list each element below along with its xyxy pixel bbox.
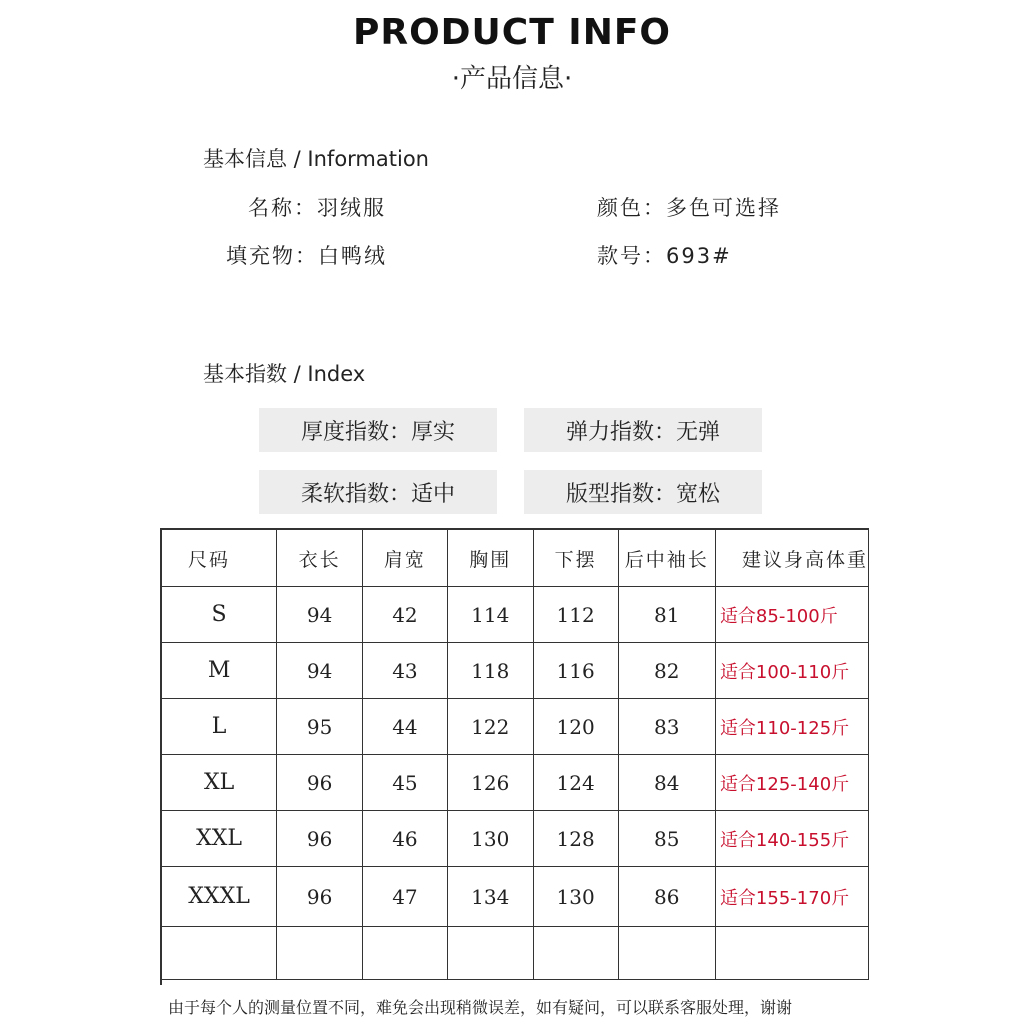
table-row bbox=[162, 755, 869, 811]
table-row bbox=[162, 811, 869, 867]
cell-sleeve: 83 bbox=[618, 699, 715, 755]
cell-hem: 112 bbox=[533, 587, 618, 643]
header-size: 尺码 bbox=[162, 530, 277, 587]
table-row bbox=[162, 643, 869, 699]
cell-chest: 118 bbox=[447, 643, 533, 699]
product-filling: 填充物：白鸭绒 bbox=[226, 244, 387, 268]
header-length: 衣长 bbox=[277, 530, 363, 587]
cell-chest: 130 bbox=[447, 811, 533, 867]
table-row bbox=[162, 587, 869, 643]
cell-sleeve: 84 bbox=[618, 755, 715, 811]
cell-hem: 120 bbox=[533, 699, 618, 755]
header-shoulder: 肩宽 bbox=[362, 530, 447, 587]
cell-recommend: 适合140-155斤 bbox=[715, 811, 868, 867]
table-row-empty bbox=[162, 927, 869, 980]
index-heading: 基本指数 / Index bbox=[203, 362, 366, 386]
page-title: PRODUCT INFO bbox=[352, 12, 672, 53]
size-table-grid bbox=[162, 530, 869, 980]
cell-sleeve: 81 bbox=[618, 587, 715, 643]
table-row bbox=[162, 699, 869, 755]
cell-hem: 116 bbox=[533, 643, 618, 699]
cell-recommend: 适合85-100斤 bbox=[715, 587, 868, 643]
cell-chest: 126 bbox=[447, 755, 533, 811]
header-hem: 下摆 bbox=[533, 530, 618, 587]
information-heading: 基本信息 / Information bbox=[203, 147, 429, 171]
cell-size: XL bbox=[162, 755, 277, 811]
size-table bbox=[160, 528, 869, 985]
cell-length: 94 bbox=[277, 587, 363, 643]
cell-chest: 134 bbox=[447, 867, 533, 927]
cell-shoulder: 44 bbox=[362, 699, 447, 755]
header-chest: 胸围 bbox=[447, 530, 533, 587]
footnote: 由于每个人的测量位置不同，难免会出现稍微误差，如有疑问，可以联系客服处理，谢谢 bbox=[168, 998, 793, 1017]
cell-length: 96 bbox=[277, 811, 363, 867]
cell-shoulder: 45 bbox=[362, 755, 447, 811]
cell-hem: 124 bbox=[533, 755, 618, 811]
cell-size: M bbox=[162, 643, 277, 699]
page-subtitle: ·产品信息· bbox=[451, 64, 573, 94]
cell-size: XXXL bbox=[162, 867, 277, 927]
softness-index: 柔软指数：适中 bbox=[259, 470, 497, 514]
cell-sleeve: 85 bbox=[618, 811, 715, 867]
cell-length: 96 bbox=[277, 755, 363, 811]
cell-length: 95 bbox=[277, 699, 363, 755]
thickness-index: 厚度指数：厚实 bbox=[259, 408, 497, 452]
cell-shoulder: 42 bbox=[362, 587, 447, 643]
cell-chest: 114 bbox=[447, 587, 533, 643]
cell-recommend: 适合110-125斤 bbox=[715, 699, 868, 755]
cell-size: S bbox=[162, 587, 277, 643]
cell-hem: 130 bbox=[533, 867, 618, 927]
elasticity-index: 弹力指数：无弹 bbox=[524, 408, 762, 452]
cell-hem: 128 bbox=[533, 811, 618, 867]
cell-shoulder: 46 bbox=[362, 811, 447, 867]
cell-shoulder: 43 bbox=[362, 643, 447, 699]
cell-sleeve: 86 bbox=[618, 867, 715, 927]
cell-length: 96 bbox=[277, 867, 363, 927]
cell-recommend: 适合100-110斤 bbox=[715, 643, 868, 699]
cell-size: XXL bbox=[162, 811, 277, 867]
cell-shoulder: 47 bbox=[362, 867, 447, 927]
table-row bbox=[162, 867, 869, 927]
cell-length: 94 bbox=[277, 643, 363, 699]
fit-index: 版型指数：宽松 bbox=[524, 470, 762, 514]
cell-recommend: 适合155-170斤 bbox=[715, 867, 868, 927]
table-header-row bbox=[162, 530, 869, 587]
product-color: 颜色：多色可选择 bbox=[597, 196, 781, 220]
product-name: 名称：羽绒服 bbox=[248, 196, 386, 220]
product-model: 款号：693# bbox=[597, 244, 732, 268]
cell-chest: 122 bbox=[447, 699, 533, 755]
cell-recommend: 适合125-140斤 bbox=[715, 755, 868, 811]
cell-sleeve: 82 bbox=[618, 643, 715, 699]
header-recommend: 建议身高体重 bbox=[715, 530, 868, 587]
header-sleeve: 后中袖长 bbox=[618, 530, 715, 587]
cell-size: L bbox=[162, 699, 277, 755]
